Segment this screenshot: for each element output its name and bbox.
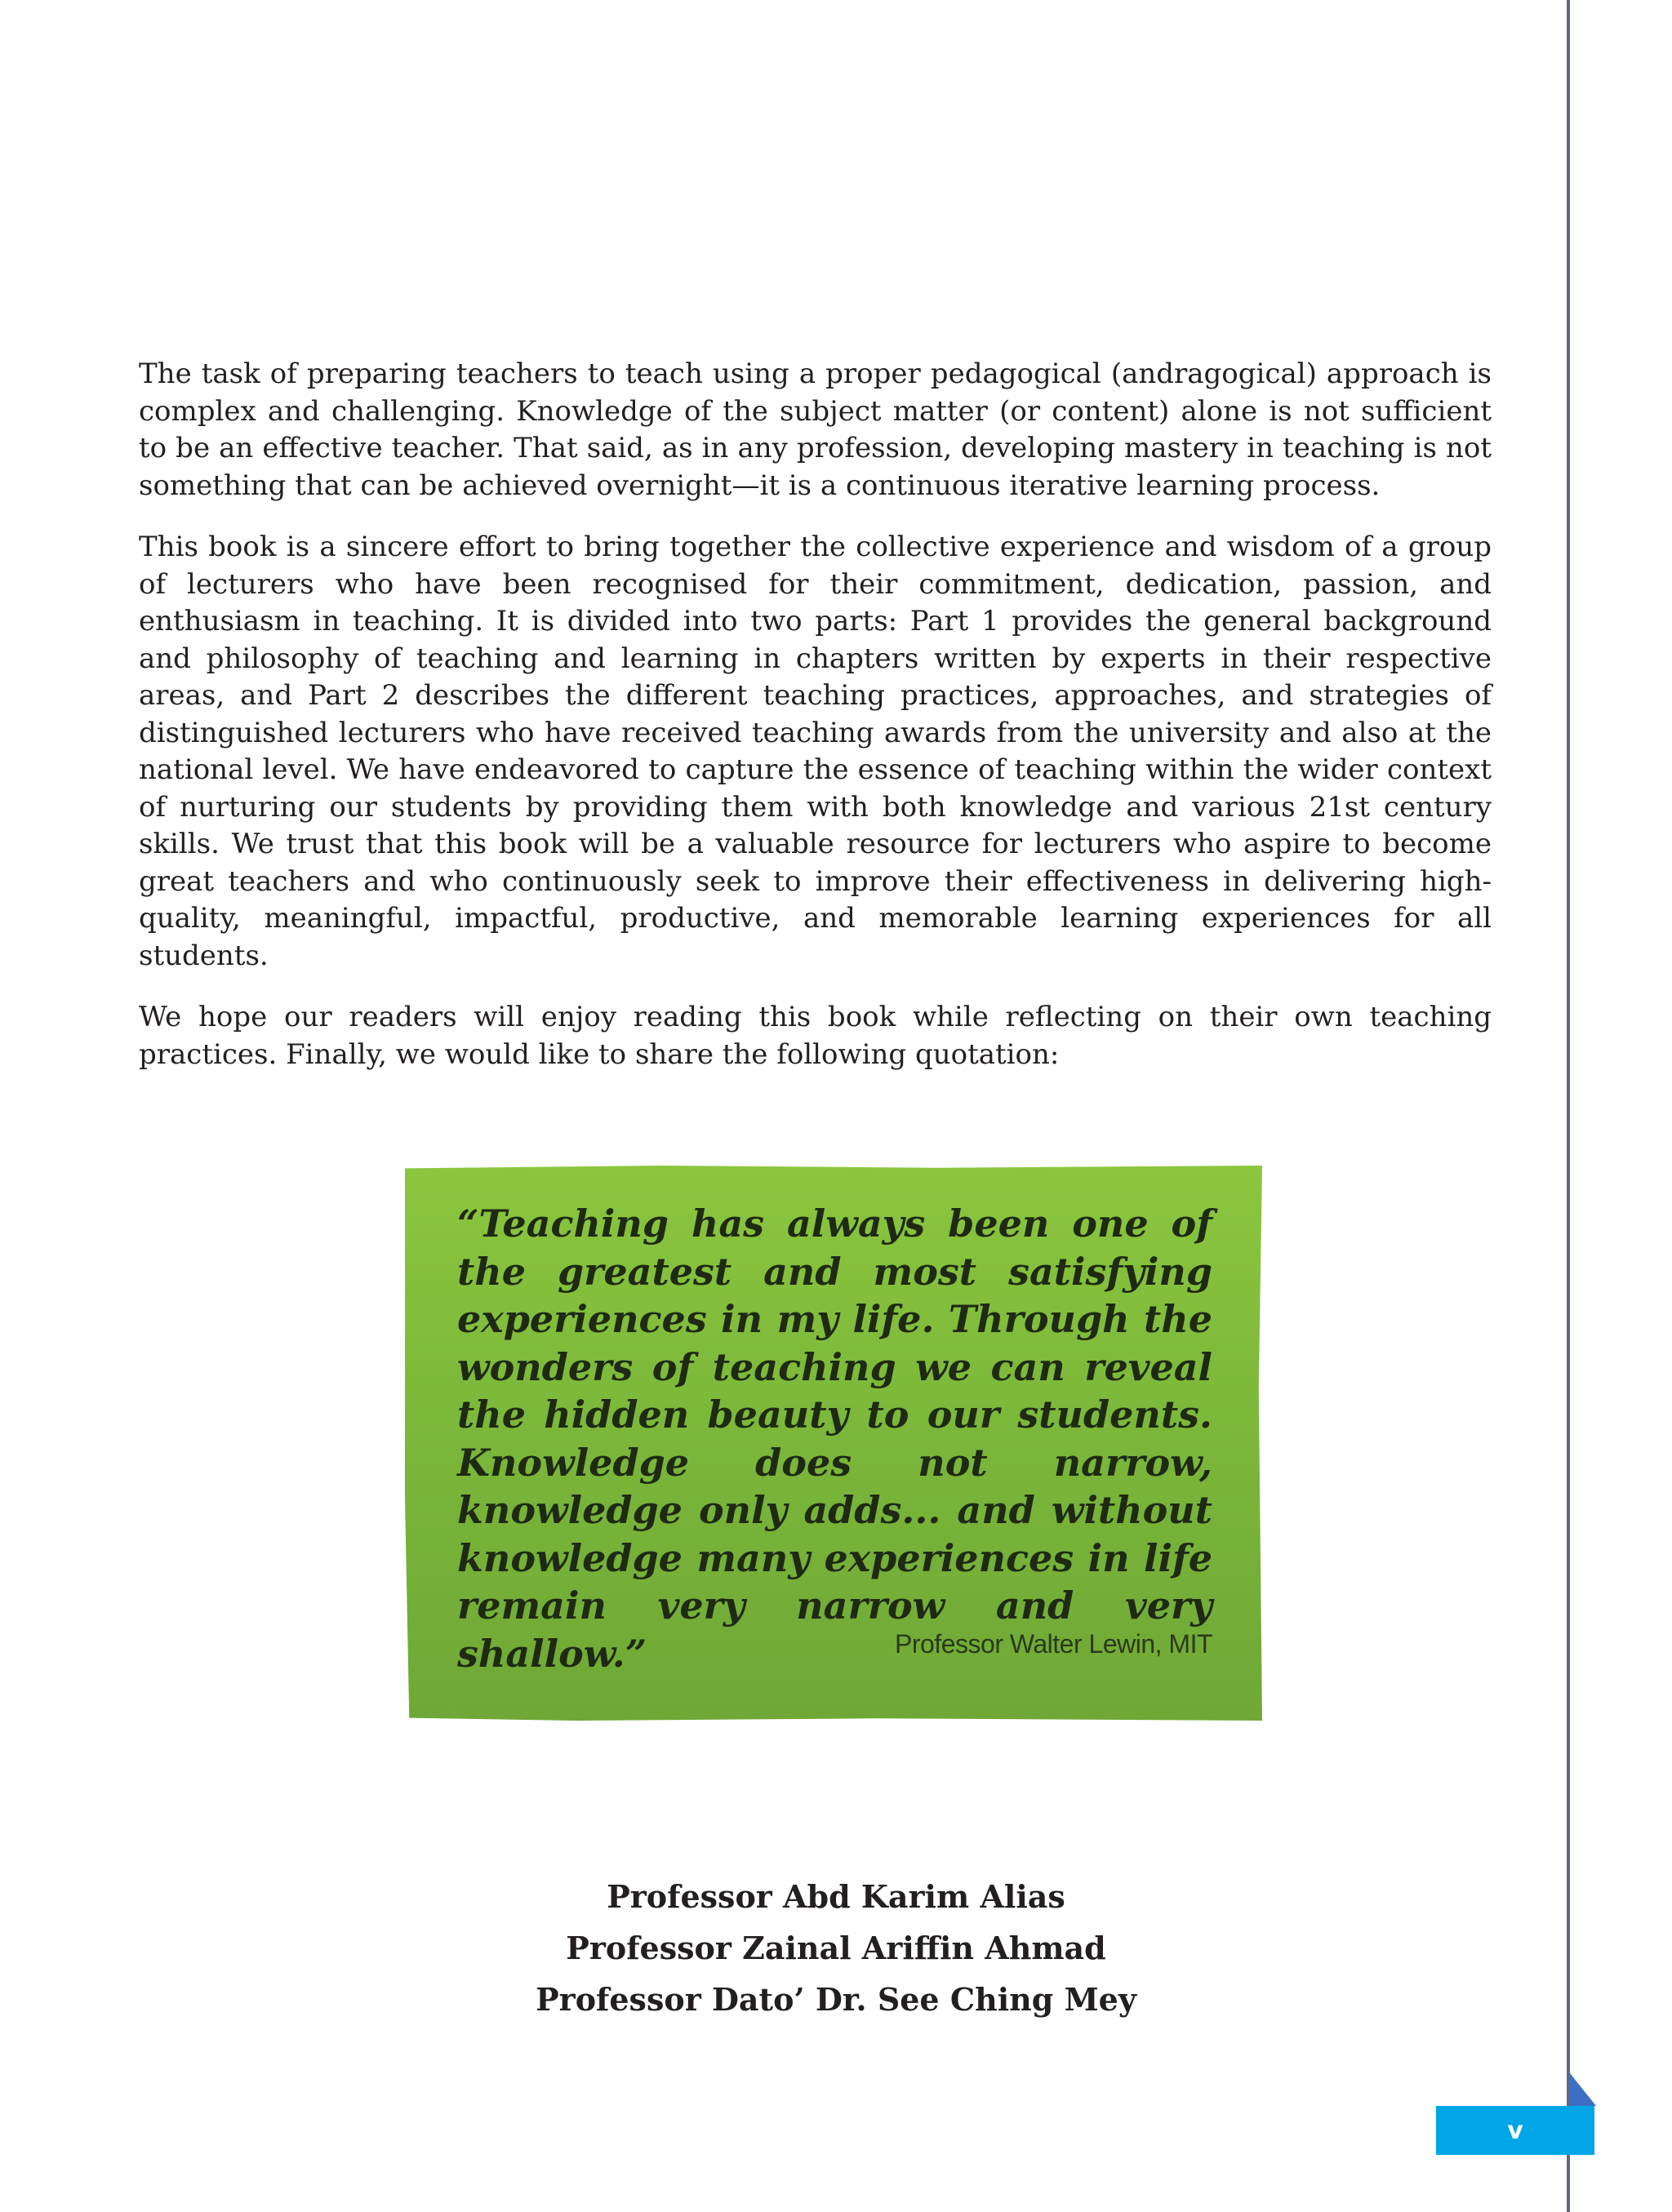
author-name: Professor Dato’ Dr. See Ching Mey: [536, 1981, 1136, 2018]
margin-notch: [1570, 2073, 1596, 2106]
author-name: Professor Abd Karim Alias: [607, 1878, 1065, 1915]
paragraph-1: The task of preparing teachers to teach using a proper pedagogical (andragogical) approach is complex and challenging. Knowledge of the subject matter (or content) alone is not sufficient to be an effective teacher. That said, as in any profession, developing mastery in teaching is not something that can be achieved overnight—it is a continuous iterative learning process.: [139, 358, 1492, 502]
quote-text: “Teaching has always been one of the greatest and most satisfying experiences in my life. Through the wonders of teaching we can reveal the hidden beauty to our students. Knowledge does not narrow, knowledge only adds... and without knowledge many experiences in life remain very narrow and very shallow.”: [457, 1201, 1212, 1676]
author-name: Professor Zainal Ariffin Ahmad: [566, 1930, 1106, 1966]
body-text: [139, 356, 1492, 1098]
quote-attribution: Professor Walter Lewin, MIT: [895, 1629, 1212, 1659]
paragraph-2: This book is a sincere effort to bring together the collective experience and wisdom of a group of lecturers who have been recognised for their commitment, dedication, passion, and enthusiasm in teaching. It is divided into two parts: Part 1 provides the general background and philosophy of teaching and learning in chapters written by experts in their respective areas, and Part 2 describes the different teaching practices, approaches, and strategies of distinguished lecturers who have received teaching awards from the university and also at the national level. We have endeavored to capture the essence of teaching within the wider context of nurturing our students by providing them with both knowledge and various 21st century skills. We trust that this book will be a valuable resource for lecturers who aspire to become great teachers and who continuously seek to improve their effectiveness in delivering high-quality, meaningful, impactful, productive, and memorable learning experiences for all students.: [139, 531, 1492, 972]
page-number: v: [1507, 2116, 1523, 2145]
page-number-tab: [1436, 2106, 1594, 2155]
authors-block: [0, 1871, 1672, 2025]
paragraph-3: We hope our readers will enjoy reading this book while reflecting on their own teaching practices. Finally, we would like to share the following quotation:: [139, 1001, 1492, 1071]
